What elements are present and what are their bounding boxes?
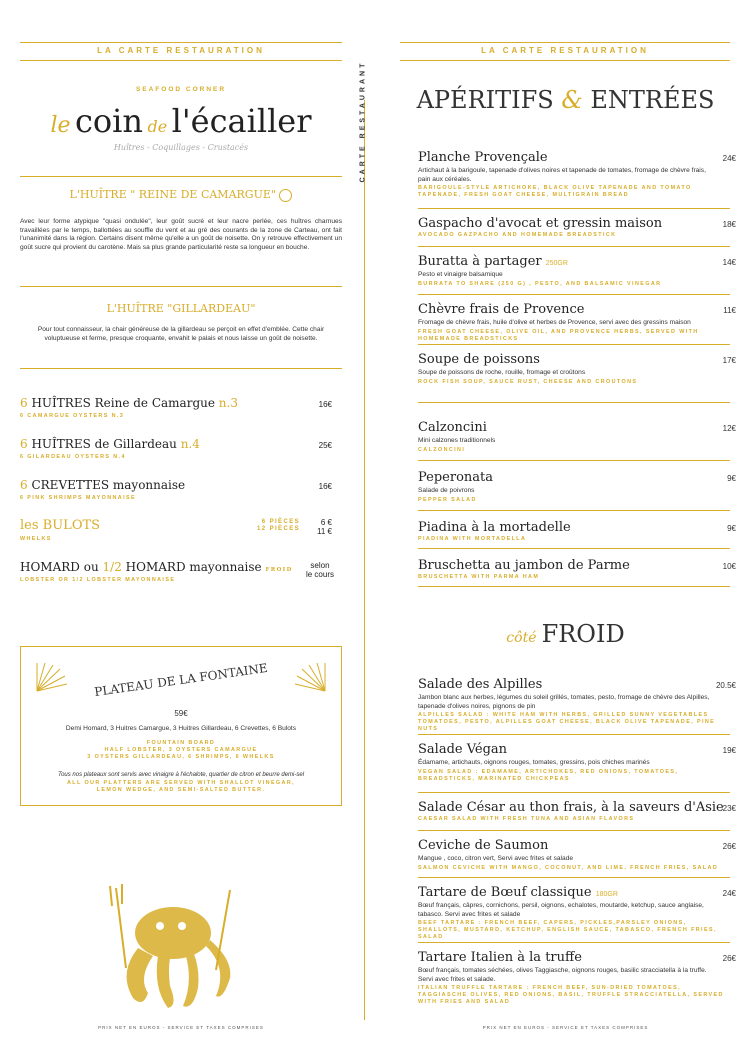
item-name (418, 885, 730, 900)
item-name (418, 677, 730, 692)
item-name: CREVETTES mayonnaise (31, 478, 186, 492)
qty-12: 12 PIÈCES (257, 526, 300, 532)
item-english: PEPPER SALAD (418, 496, 477, 503)
huitre1-title-text: L'HUÎTRE " REINE DE CAMARGUE" (69, 188, 276, 201)
menu-item (418, 420, 736, 454)
footer-left: PRIX NET EN EUROS - SERVICE ET TAXES COMPRISES (98, 1025, 264, 1030)
plateau-title: PLATEAU DE LA FONTAINE (93, 660, 269, 700)
item-qty: 6 (20, 437, 28, 451)
plateau-note: Tous nos plateaux sont servis avec vinaigre à l'échalote, quartier de citron et beurre demi-sel (57, 772, 305, 778)
seafood-kicker: SEAFOOD CORNER (135, 86, 227, 93)
item-price: 25€ (318, 441, 332, 450)
title-amp: & (561, 86, 583, 114)
plateau-box (20, 646, 342, 806)
logo (0, 102, 362, 140)
logo-ecailler: l'écailler (171, 102, 312, 140)
menu-item (418, 800, 736, 823)
item-subtitle: 6 PINK SHRIMPS MAYONNAISE (20, 495, 136, 501)
item-price: 23€ (722, 804, 736, 813)
huitre1-text: Avec leur forme atypique "quasi ondulée", leur goût sucré et leur nacre perlée, ces huîtres charnues travaillées par le temps, ballottées au souffle du vent et au gré des courants de la zone de Carteau, ont fait l'unanimité dans la région. Certains disent même qu'elle a un goût de noisette. On y retrouve effectivement un goût sucre qui provient du carotène. Mais sa plus grande particularité reste sa longueur en bouche. (20, 218, 342, 251)
item-name-text: Piadina à la mortadelle (418, 520, 571, 535)
plateau-en-2: HALF LOBSTER, 3 OYSTERS CAMARGUE (104, 747, 258, 753)
item-half: 1/2 (102, 560, 122, 574)
item-froid: FROID (265, 567, 293, 573)
item-name (418, 216, 730, 231)
item-price: 17€ (722, 356, 736, 365)
item-name: BULOTS (42, 518, 101, 533)
item-name-text: Peperonata (418, 470, 494, 485)
item-english: SALMON CEVICHE WITH MANGO, COCONUT, AND LIME, FRENCH FRIES, SALAD (418, 864, 719, 871)
item-description: Pesto et vinaigre balsamique (418, 271, 503, 278)
item-english: ALPILLES SALAD : WHITE HAM WITH HERBS, GRILLED SUNNY VEGETABLES TOMATOES, PESTO, ALPILLES GOAT CHEESE, BLACK OLIVE TAPENADE, PINE NUTS (418, 712, 716, 732)
plateau-price: 59€ (174, 709, 188, 718)
item-name-text: Bruschetta au jambon de Parme (418, 558, 630, 573)
item-name (418, 742, 730, 757)
price-line2: le cours (305, 570, 334, 579)
item-price: 24€ (722, 154, 736, 163)
item-english: BURRATA TO SHARE (250 G) , PESTO, AND BALSAMIC VINEGAR (418, 280, 662, 287)
divider (20, 60, 342, 61)
list-item (20, 478, 342, 518)
item-name-text: Soupe de poissons (418, 352, 540, 367)
item-name-b: HOMARD mayonnaise (125, 560, 262, 574)
divider (418, 246, 730, 247)
plateau-en-3: 3 OYSTERS GILLARDEAU, 6 SHRIMPS, 6 WHELKS (87, 754, 275, 760)
item-name (418, 254, 730, 269)
list-item (20, 437, 342, 477)
divider (418, 402, 730, 403)
item-price: 14€ (722, 258, 736, 267)
item-price: 11€ (723, 306, 736, 315)
item-name-text: Ceviche de Saumon (418, 838, 549, 853)
price-line1: selon (310, 561, 330, 570)
title-part-a: APÉRITIFS (416, 86, 554, 114)
menu-item (418, 470, 736, 504)
divider (418, 877, 730, 878)
item-description: Bœuf français, câpres, cornichons, persil, oignons, echalotes, moutarde, ketchup, sauce anglaise, tabasco. Servi avec frites et salade (418, 902, 704, 918)
item-title (20, 478, 342, 492)
item-price (306, 561, 334, 579)
menu-item (418, 150, 736, 199)
item-price: 24€ (722, 889, 736, 898)
item-name (418, 352, 730, 367)
item-english: ITALIAN TRUFFLE TARTARE : FRENCH BEEF, SUN-DRIED TOMATOES, TAGGIASCHE OLIVES, RED ONIONS, BASIL, TRUFFLE STRACCIATELLA, SERVED WITH FRIES AND SALAD (418, 985, 724, 1005)
item-name-text: Salade Végan (418, 742, 508, 757)
item-english: ROCK FISH SOUP, SAUCE RUST, CHEESE AND CROUTONS (418, 378, 638, 385)
item-name-text: Tartare de Bœuf classique (418, 885, 592, 900)
menu-item (418, 254, 736, 288)
oyster-badge-icon (279, 189, 292, 202)
item-price: 26€ (722, 842, 736, 851)
plateau-en-1: FOUNTAIN BOARD (146, 740, 216, 746)
spine (358, 38, 370, 218)
menu-item (418, 950, 736, 1006)
divider (20, 286, 342, 287)
plateau-content: Demi Homard, 3 Huitres Camargue, 3 Huitres Gillardeau, 6 Crevettes, 6 Bulots (65, 725, 297, 732)
huitre1-title (30, 188, 332, 202)
divider (400, 60, 730, 61)
section-title-aperitifs (382, 86, 749, 114)
qty-6: 6 PIÈCES (261, 519, 300, 525)
header-left: LA CARTE RESTAURATION (97, 46, 265, 55)
plateau-note-en-1: ALL OUR PLATTERS ARE SERVED WITH SHALLOT VINEGAR, (66, 780, 296, 786)
title-cote: côté (506, 630, 537, 646)
item-title (20, 560, 342, 574)
divider (400, 42, 730, 43)
menu-item (418, 677, 736, 733)
divider (20, 176, 342, 177)
item-price: 9€ (727, 524, 736, 533)
item-price: 20.5€ (715, 681, 736, 690)
item-name-text: Salade César au thon frais, à la saveurs d'Asie (418, 800, 724, 815)
item-name-a: HOMARD ou (20, 560, 99, 574)
item-weight: 250GR (545, 260, 568, 267)
shell-icon (35, 659, 69, 693)
menu-item (418, 742, 736, 783)
item-english: CALZONCINI (418, 446, 466, 453)
item-name (418, 420, 730, 435)
item-suffix: n.4 (180, 437, 200, 451)
divider (418, 344, 730, 345)
item-title (20, 396, 342, 410)
divider (418, 510, 730, 511)
item-description: Bœuf français, tomates séchées, olives Taggiasche, oignons rouges, basilic stracciatella à la truffe. Servi avec frites et salade. (418, 967, 707, 983)
list-item (20, 518, 342, 558)
menu-item (418, 885, 736, 941)
shell-icon (293, 659, 327, 693)
divider (418, 548, 730, 549)
huitre2-title: L'HUÎTRE "GILLARDEAU" (106, 302, 256, 315)
item-price: 12€ (722, 424, 736, 433)
plateau-en (21, 740, 341, 761)
item-name-text: Calzoncini (418, 420, 487, 435)
item-description: Artichaut à la barigoule, tapenade d'olives noires et tapenade de tomates, fromage de chèvre frais, pain aux céréales. (418, 167, 706, 183)
footer-right: PRIX NET EN EUROS - SERVICE ET TAXES COMPRISES (482, 1025, 649, 1030)
plateau-note-en (21, 780, 341, 794)
item-english: AVOCADO GAZPACHO AND HOMEMADE BREADSTICK (418, 232, 617, 238)
item-les: les (20, 518, 39, 533)
item-price: 16€ (318, 482, 332, 491)
item-name-text: Buratta à partager (418, 254, 542, 269)
item-english: FRESH GOAT CHEESE, OLIVE OIL, AND PROVENCE HERBS, SERVED WITH HOMEMADE BREADSTICKS (418, 328, 699, 342)
item-name (418, 838, 730, 853)
item-english: BEEF TARTARE : FRENCH BEEF, CAPERS, PICKLES,PARSLEY ONIONS, SHALLOTS, MUSTARD, KETCHUP, ENGLISH SAUCE, TABASCO, FRENCH FRIES, SALAD (418, 920, 717, 940)
section-title-froid (382, 620, 749, 648)
divider (418, 294, 730, 295)
item-description: Mangue , coco, citron vert, Servi avec frites et salade (418, 855, 574, 862)
item-english: BARIGOULE-STYLE ARTICHOKE, BLACK OLIVE TAPENADE AND TOMATO TAPENADE, FRESH GOAT CHEESE, MULTIGRAIN BREAD (418, 185, 692, 198)
item-suffix: n.3 (218, 396, 238, 410)
page-divider (364, 100, 365, 1020)
item-name: HUÎTRES Reine de Camargue (31, 396, 215, 410)
header-right: LA CARTE RESTAURATION (481, 46, 649, 55)
menu-item (418, 558, 736, 581)
plateau-note-en-2: LEMON WEDGE, AND SEMI-SALTED BUTTER. (96, 787, 266, 793)
item-price: 16€ (318, 400, 332, 409)
item-name: HUÎTRES de Gillardeau (31, 437, 177, 451)
divider (20, 42, 342, 43)
list-item (20, 396, 342, 436)
item-subtitle: 6 GILARDEAU OYSTERS N.4 (20, 454, 126, 460)
price-6: 6 € (320, 518, 332, 527)
divider (418, 208, 730, 209)
item-name-text: Planche Provençale (418, 150, 548, 165)
item-name-text: Tartare Italien à la truffe (418, 950, 582, 965)
menu-item (418, 302, 736, 343)
item-qty: 6 (20, 478, 28, 492)
divider (418, 792, 730, 793)
item-name (418, 558, 730, 573)
item-english: PIADINA WITH MORTADELLA (418, 536, 527, 542)
price-12: 11 € (317, 527, 332, 536)
item-description: Édamame, artichauts, oignons rouges, tomates, gressins, pois chiches marinés (418, 759, 650, 766)
item-qty: 6 (20, 396, 28, 410)
item-price: 9€ (727, 474, 736, 483)
logo-coin: coin (74, 102, 143, 140)
menu-item (418, 216, 736, 239)
list-item (20, 560, 342, 600)
item-subtitle: WHELKS (20, 536, 52, 542)
item-description: Fromage de chèvre frais, huile d'olive et herbes de Provence, servi avec des gressins maison (418, 319, 691, 326)
item-name-text: Gaspacho d'avocat et gressin maison (418, 216, 663, 231)
logo-le: le (50, 113, 71, 138)
item-name (418, 520, 730, 535)
item-english: CAESAR SALAD WITH FRESH TUNA AND ASIAN FLAVORS (418, 816, 635, 822)
item-subtitle: LOBSTER OR 1/2 LOBSTER MAYONNAISE (20, 577, 176, 583)
divider (418, 734, 730, 735)
title-part-b: ENTRÉES (590, 86, 715, 114)
item-weight: 180GR (595, 891, 618, 898)
logo-de: de (147, 117, 168, 136)
item-price (317, 518, 332, 536)
item-english: BRUSCHETTA WITH PARMA HAM (418, 574, 540, 580)
item-name (418, 950, 730, 965)
item-name (418, 302, 730, 317)
divider (418, 460, 730, 461)
item-quantities (257, 519, 300, 533)
menu-item (418, 838, 736, 872)
item-name-text: Salade des Alpilles (418, 677, 543, 692)
divider (418, 830, 730, 831)
item-title (20, 437, 342, 451)
item-description: Salade de poivrons (418, 487, 475, 494)
octopus-illustration (98, 878, 248, 1018)
item-english: VEGAN SALAD : EDAMAME, ARTICHOKES, RED ONIONS, TOMATOES, BREADSTICKS, MARINATED CHICKPEAS (418, 768, 679, 782)
menu-item (418, 352, 736, 386)
divider (418, 586, 730, 587)
item-name-text: Chèvre frais de Provence (418, 302, 585, 317)
item-name (418, 470, 730, 485)
item-description: Mini calzones traditionnels (418, 437, 496, 444)
title-froid: FROID (541, 620, 625, 648)
item-price: 10€ (722, 562, 736, 571)
right-page (382, 0, 749, 1049)
item-description: Jambon blanc aux herbes, légumes du soleil grillés, tomates, pesto, fromage de chèvre des Alpilles, tapenade d'olives noires, pignons de pin (418, 694, 710, 710)
item-price: 18€ (722, 220, 736, 229)
spine-text: CARTE RESTAURANT (359, 60, 367, 183)
item-price: 26€ (722, 954, 736, 963)
menu-item (418, 520, 736, 543)
item-name (418, 150, 730, 165)
divider (20, 368, 342, 369)
divider (418, 942, 730, 943)
item-name (418, 800, 730, 815)
item-subtitle: 6 CAMARGUE OYSTERS N.3 (20, 413, 125, 419)
item-price: 19€ (722, 746, 736, 755)
huitre2-text: Pour tout connaisseur, la chair généreuse de la gillardeau se perçoit en effet d'emblée. Cette chair voluptueuse et ferme, presque croquante, envahit le palais et nous laisse un goût de noisette. (37, 326, 325, 342)
logo-tagline: Huîtres - Coquillages - Crustacés (113, 143, 249, 152)
left-page (0, 0, 362, 1049)
item-description: Soupe de poissons de roche, rouille, fromage et croûtons (418, 369, 586, 376)
